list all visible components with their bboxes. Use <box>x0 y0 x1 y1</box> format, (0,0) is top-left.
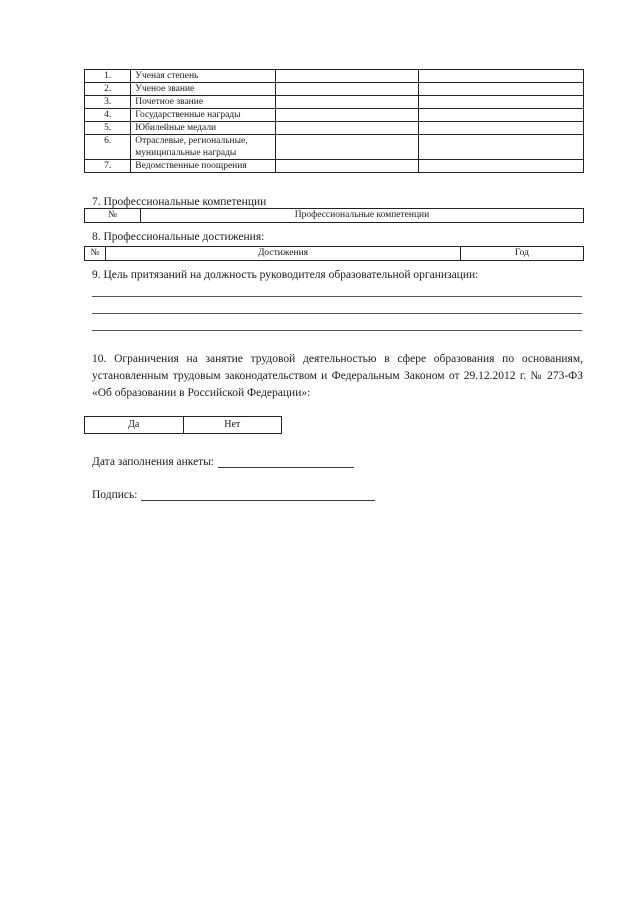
section-9-heading: 9. Цель притязаний на должность руководителя образовательной организации: <box>92 269 479 281</box>
table-row <box>85 109 584 122</box>
answer-line[interactable] <box>92 296 582 297</box>
entry-cell[interactable] <box>418 109 583 122</box>
achievements-table <box>84 246 584 261</box>
entry-cell[interactable] <box>275 160 418 173</box>
entry-cell[interactable] <box>275 96 418 109</box>
column-header-year: Год <box>461 247 584 261</box>
entry-cell[interactable] <box>418 135 583 160</box>
section-7-heading: 7. Профессиональные компетенции <box>92 196 267 208</box>
section-8-heading: 8. Профессиональные достижения: <box>92 231 265 243</box>
row-label: Юбилейные медали <box>131 122 275 135</box>
row-label: Ведомственные поощрения <box>131 160 275 173</box>
row-number: 3. <box>85 96 131 109</box>
entry-cell[interactable] <box>418 122 583 135</box>
signature-label: Подпись: <box>92 489 138 501</box>
answer-line[interactable] <box>92 330 582 331</box>
table-row <box>85 122 584 135</box>
entry-cell[interactable] <box>418 160 583 173</box>
entry-cell[interactable] <box>275 109 418 122</box>
table-row <box>85 135 584 160</box>
entry-cell[interactable] <box>418 83 583 96</box>
option-no[interactable]: Нет <box>183 417 282 434</box>
entry-cell[interactable] <box>275 83 418 96</box>
column-header-achievements: Достижения <box>106 247 461 261</box>
fill-date-label: Дата заполнения анкеты: <box>92 456 215 468</box>
row-label: Почетное звание <box>131 96 275 109</box>
signature-field[interactable] <box>141 489 375 501</box>
competencies-table <box>84 208 584 223</box>
row-label: Ученая степень <box>131 70 275 83</box>
entry-cell[interactable] <box>275 135 418 160</box>
answer-line[interactable] <box>92 313 582 314</box>
option-yes[interactable]: Да <box>85 417 184 434</box>
row-label: Отраслевые, региональные, муниципальные награды <box>131 135 275 160</box>
table-row <box>85 70 584 83</box>
table-row <box>85 96 584 109</box>
section-10-text: 10. Ограничения на занятие трудовой деятельностью в сфере образования по основаниям, установленным трудовым законодательством и Федеральным Законом от 29.12.2012 г. № 273-ФЗ «Об образовании в Российской Федерации»: <box>92 353 583 399</box>
column-header-number: № <box>85 247 106 261</box>
entry-cell[interactable] <box>275 70 418 83</box>
entry-cell[interactable] <box>418 96 583 109</box>
fill-date-field[interactable] <box>218 456 354 468</box>
table-row <box>85 417 282 434</box>
signature-row <box>92 489 375 501</box>
table-row <box>85 83 584 96</box>
table-header-row <box>85 247 584 261</box>
entry-cell[interactable] <box>275 122 418 135</box>
row-number: 5. <box>85 122 131 135</box>
row-label: Ученое звание <box>131 83 275 96</box>
table-header-row <box>85 209 584 223</box>
row-label: Государственные награды <box>131 109 275 122</box>
row-number: 7. <box>85 160 131 173</box>
entry-cell[interactable] <box>418 70 583 83</box>
row-number: 6. <box>85 135 131 160</box>
awards-table <box>84 69 584 173</box>
column-header-number: № <box>85 209 141 223</box>
column-header-competencies: Профессиональные компетенции <box>141 209 584 223</box>
row-number: 2. <box>85 83 131 96</box>
row-number: 1. <box>85 70 131 83</box>
restrictions-yes-no-table <box>84 416 282 434</box>
table-row <box>85 160 584 173</box>
row-number: 4. <box>85 109 131 122</box>
fill-date-row <box>92 456 354 468</box>
